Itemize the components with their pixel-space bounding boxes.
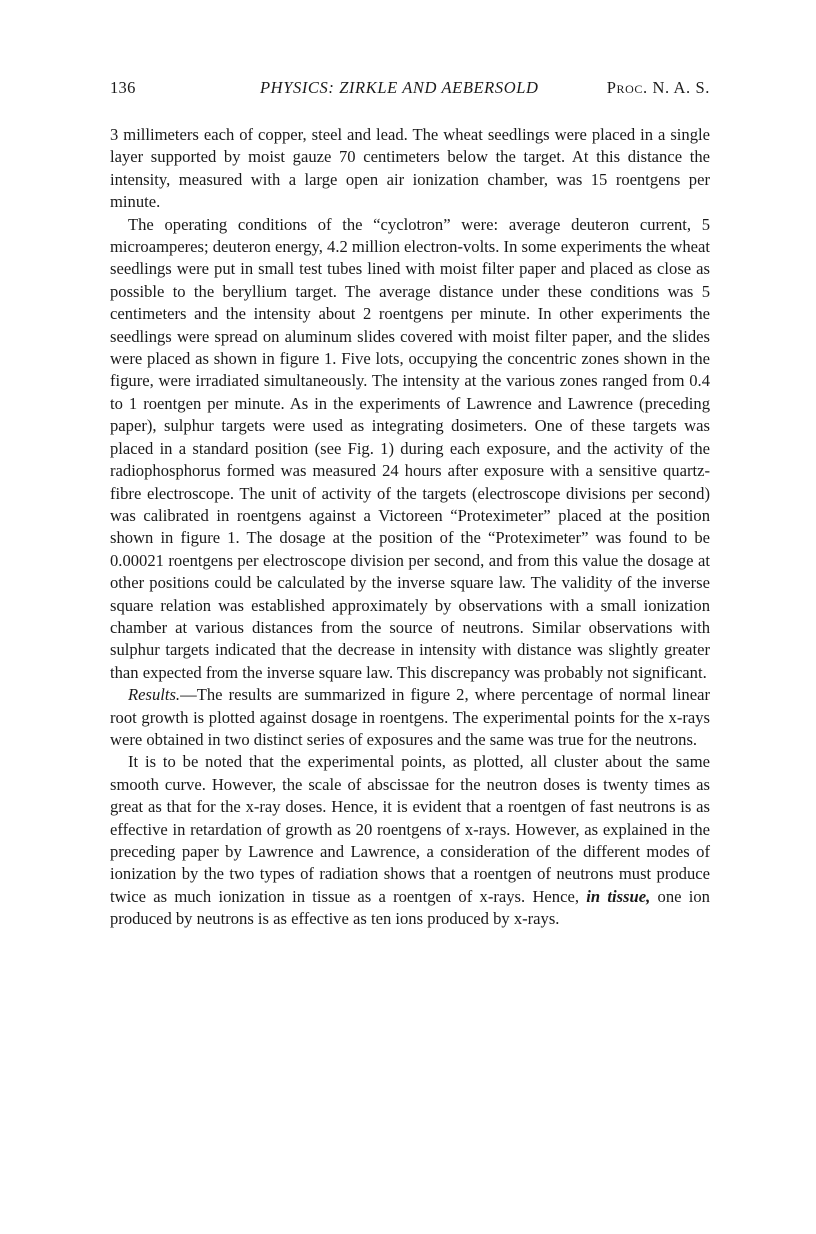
- paragraph-4-text-b: Hence,: [532, 886, 579, 906]
- running-title: PHYSICS: ZIRKLE AND AEBERSOLD: [260, 78, 539, 97]
- paragraph-2: The operating conditions of the “cyclotron” were: average deuteron current, 5 microamperes; deuteron energy, 4.2 million electron-volts. In some experiments the wheat seedlings were put in small test tubes lined with moist filter paper and placed as close as possible to the beryllium target. The average distance under these conditions was 5 centimeters and the intensity about 2 roentgens per minute. In other experiments the seedlings were spread on aluminum slides covered with moist filter paper, and the slides were placed as shown in figure 1. Five lots, occupying the concentric zones shown in the figure, were irradiated simultaneously. The intensity at the various zones ranged from 0.4 to 1 roentgen per minute. As in the experiments of Lawrence and Lawrence (preceding paper), sulphur targets were used as integrating dosimeters. One of these targets was placed in a standard position (see Fig. 1) during each exposure, and the activity of the radiophosphorus formed was measured 24 hours after exposure with a sensitive quartz-fibre electroscope. The unit of activity of the targets (electroscope divisions per second) was calibrated in roentgens against a Victoreen “Proteximeter” placed at the position shown in figure 1. The dosage at the position of the “Proteximeter” was found to be 0.00021 roentgens per electroscope division per second, and from this value the dosage at other positions could be calculated by the inverse square law. The validity of the inverse square relation was established approximately by observations with a small ionization chamber at various distances from the source of neutrons. Similar observations with sulphur targets indicated that the decrease in intensity with distance was slightly greater than expected from the inverse square law. This discrepancy was probably not significant.: [110, 214, 710, 682]
- emphasis-in-tissue: in tissue,: [586, 886, 651, 906]
- page-number: 136: [110, 78, 136, 97]
- paragraph-3-text: —The results are summarized in figure 2, where percentage of normal linear root growth is plotted against dosage in roentgens. The experimental points for the x-rays were obtained in two distinct series of exposures and the same was true for the neutrons.: [110, 685, 710, 749]
- document-page: [110, 78, 710, 931]
- page-header: [110, 78, 710, 102]
- paragraph-4: [110, 751, 710, 930]
- paragraph-3: [110, 684, 710, 751]
- paragraph-4-text-c: one ion produced by neutrons is as effective as ten ions produced by x-rays.: [110, 886, 710, 929]
- results-heading: Results.: [128, 685, 181, 705]
- journal-abbreviation: Proc. N. A. S.: [606, 78, 710, 97]
- paragraph-4-text: It is to be noted that the experimental points, as plotted, all cluster about the same smooth curve. However, the scale of abscissae for the neutron doses is twenty times as great as that for the x-ray doses. Hence, it is evident that a roentgen of fast neutrons is as effective in retardation of growth as 20 roentgens of x-rays. However, as explained in the preceding paper by Lawrence and Lawrence, a consideration of the different modes of ionization by the two types of radiation shows that a roentgen of neutrons must produce twice as much ionization in tissue as a roentgen of x-rays.: [110, 752, 710, 906]
- paragraph-1: 3 millimeters each of copper, steel and lead. The wheat seedlings were placed in a single layer supported by moist gauze 70 centimeters below the target. At this distance the intensity, measured with a large open air ionization chamber, was 15 roentgens per minute.: [110, 125, 710, 212]
- body-text: [110, 124, 710, 931]
